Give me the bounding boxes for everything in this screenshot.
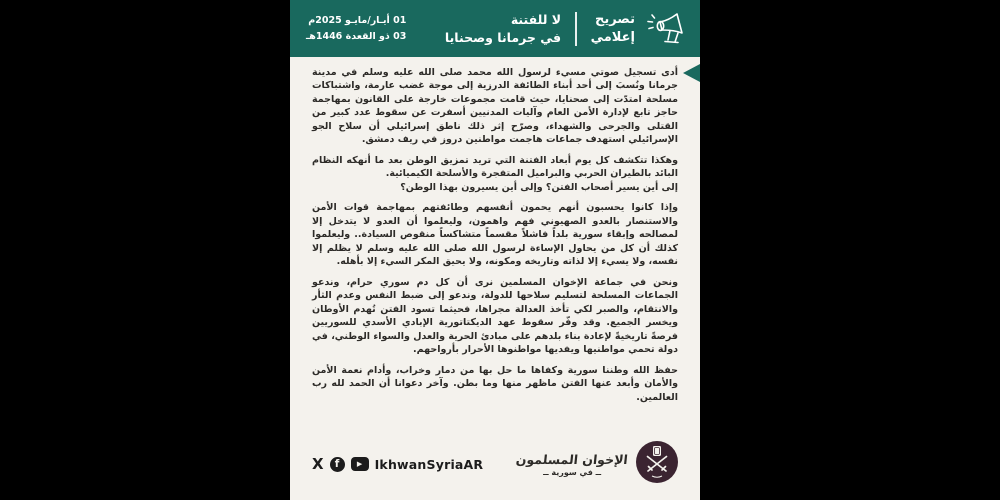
paragraph-5: ونحن في جماعة الإخوان المسلمين نرى أن كل دم سوري حرام، وندعو الجماعات المسلحة لتسليم سلاحها للدولة، وندعو إلى ضبط النفس وعدم الثأر والانتقام، والصبر لكي تأخذ العدالة مجراها، فحيثما تسود الفتن تُهدم الأوطان ويخسر الجميع. وقد وفّر سقوط عهد الديكتاتورية الإبادي الأسدي للسوريين فرصةً تاريخيةً لإعادة بناء بلدهم على مبادئ الحرية والعدل والسواء الوطني، في دولة تحمي مواطنيها ويفديها مواطنوها الأحرار بأرواحهم. — [312, 276, 678, 356]
ikhwan-crossed-swords-logo-icon — [636, 441, 678, 487]
statement-type-label — [591, 11, 635, 46]
paragraph-4: وإذا كانوا يحسبون أنهم يحمون أنفسهم وطائفتهم بمهاجمة قوات الأمن والاستنصار بالعدو الصهيوني فهم واهمون، وليعلموا أن العدو لا يتدخل إلا لمصالحه وإبقاء سورية بلداً فاشلاً مقسماً متشاكساً منقوص السيادة.. وليعلموا كذلك أن كل من يحاول الإساءة لرسول الله صلى الله عليه وسلم لا يظلم إلا نفسه، ولا يسيء إلا لذاته وتاريخه ومكونه، ولا يحيق المكر السيء إلا بأهله. — [312, 202, 678, 268]
social-handle[interactable]: IkhwanSyriaAR — [374, 456, 484, 472]
statement-type-line1: تصريح — [594, 11, 635, 27]
statement-dates — [306, 13, 406, 44]
header-divider — [575, 12, 577, 46]
date-gregorian: 01 أيـار/مايـو 2025م — [308, 14, 407, 26]
statement-document — [290, 0, 700, 500]
organization-name-line2: ــ في سورية ــ — [543, 467, 602, 477]
megaphone-icon — [644, 9, 690, 49]
date-hijri: 03 ذو القعدة 1446هـ — [306, 30, 407, 42]
paragraph-1: أدى تسجيل صوتي مسيء لرسول الله محمد صلى الله عليه وسلم في مدينة جرمانا ونُسبَ إلى أحد أبناء الطائفة الدرزية إلى موجة غضب عارمة، واشتباكات مسلحة امتدّت إلى صحنايا، حيث قامت مجموعات خارجة على القانون بمهاجمة حاجز تابع لإدارة الأمن العام وآليات المدنيين أسفرت عن سقوط عدد كبير من القتلى والجرحى والشهداء، وصرّح إثر ذلك ناطق إسرائيلي أن سلاح الجو الإسرائيلي استهدف جماعات هاجمت مواطنين دروز في ريف دمشق. — [312, 67, 678, 146]
organization-name-line1: الإخوان المسلمون — [515, 451, 629, 467]
statement-type-line2: إعلامي — [590, 29, 635, 45]
statement-title-line2: في جرمانا وصحنايا — [444, 29, 562, 45]
facebook-icon[interactable]: f — [330, 457, 345, 472]
youtube-icon[interactable]: ▶ — [351, 457, 369, 471]
footer — [290, 441, 700, 487]
statement-title — [445, 11, 561, 46]
organization-name — [516, 452, 628, 477]
paragraph-2: وهكذا تتكشف كل يوم أبعاد الفتنة التي تريد تمزيق الوطن بعد ما أنهكه النظام البائد بالطيران الحربي والبراميل المتفجرة والأسلحة الكيميائية. — [312, 154, 678, 180]
statement-body — [290, 57, 700, 404]
header-banner — [290, 0, 700, 57]
organization-brand — [516, 441, 678, 487]
paragraph-3-question: إلى أين يسير أصحاب الفتن؟ وإلى أين يسيرون بهذا الوطن؟ — [400, 181, 678, 193]
social-links — [312, 454, 484, 473]
x-twitter-icon[interactable]: X — [312, 454, 324, 473]
paragraph-6-closing: حفظ الله وطننا سورية وكفاها ما حل بها من دمار وخراب، وأدام نعمة الأمن والأمان وأبعد عنها الفتن ماظهر منها وما بطن. وآخر دعوانا أن الحمد لله رب العالمين. — [312, 364, 678, 403]
paragraph-marker-arrow — [683, 64, 700, 82]
statement-title-line1: لا للفتنة — [510, 12, 562, 27]
